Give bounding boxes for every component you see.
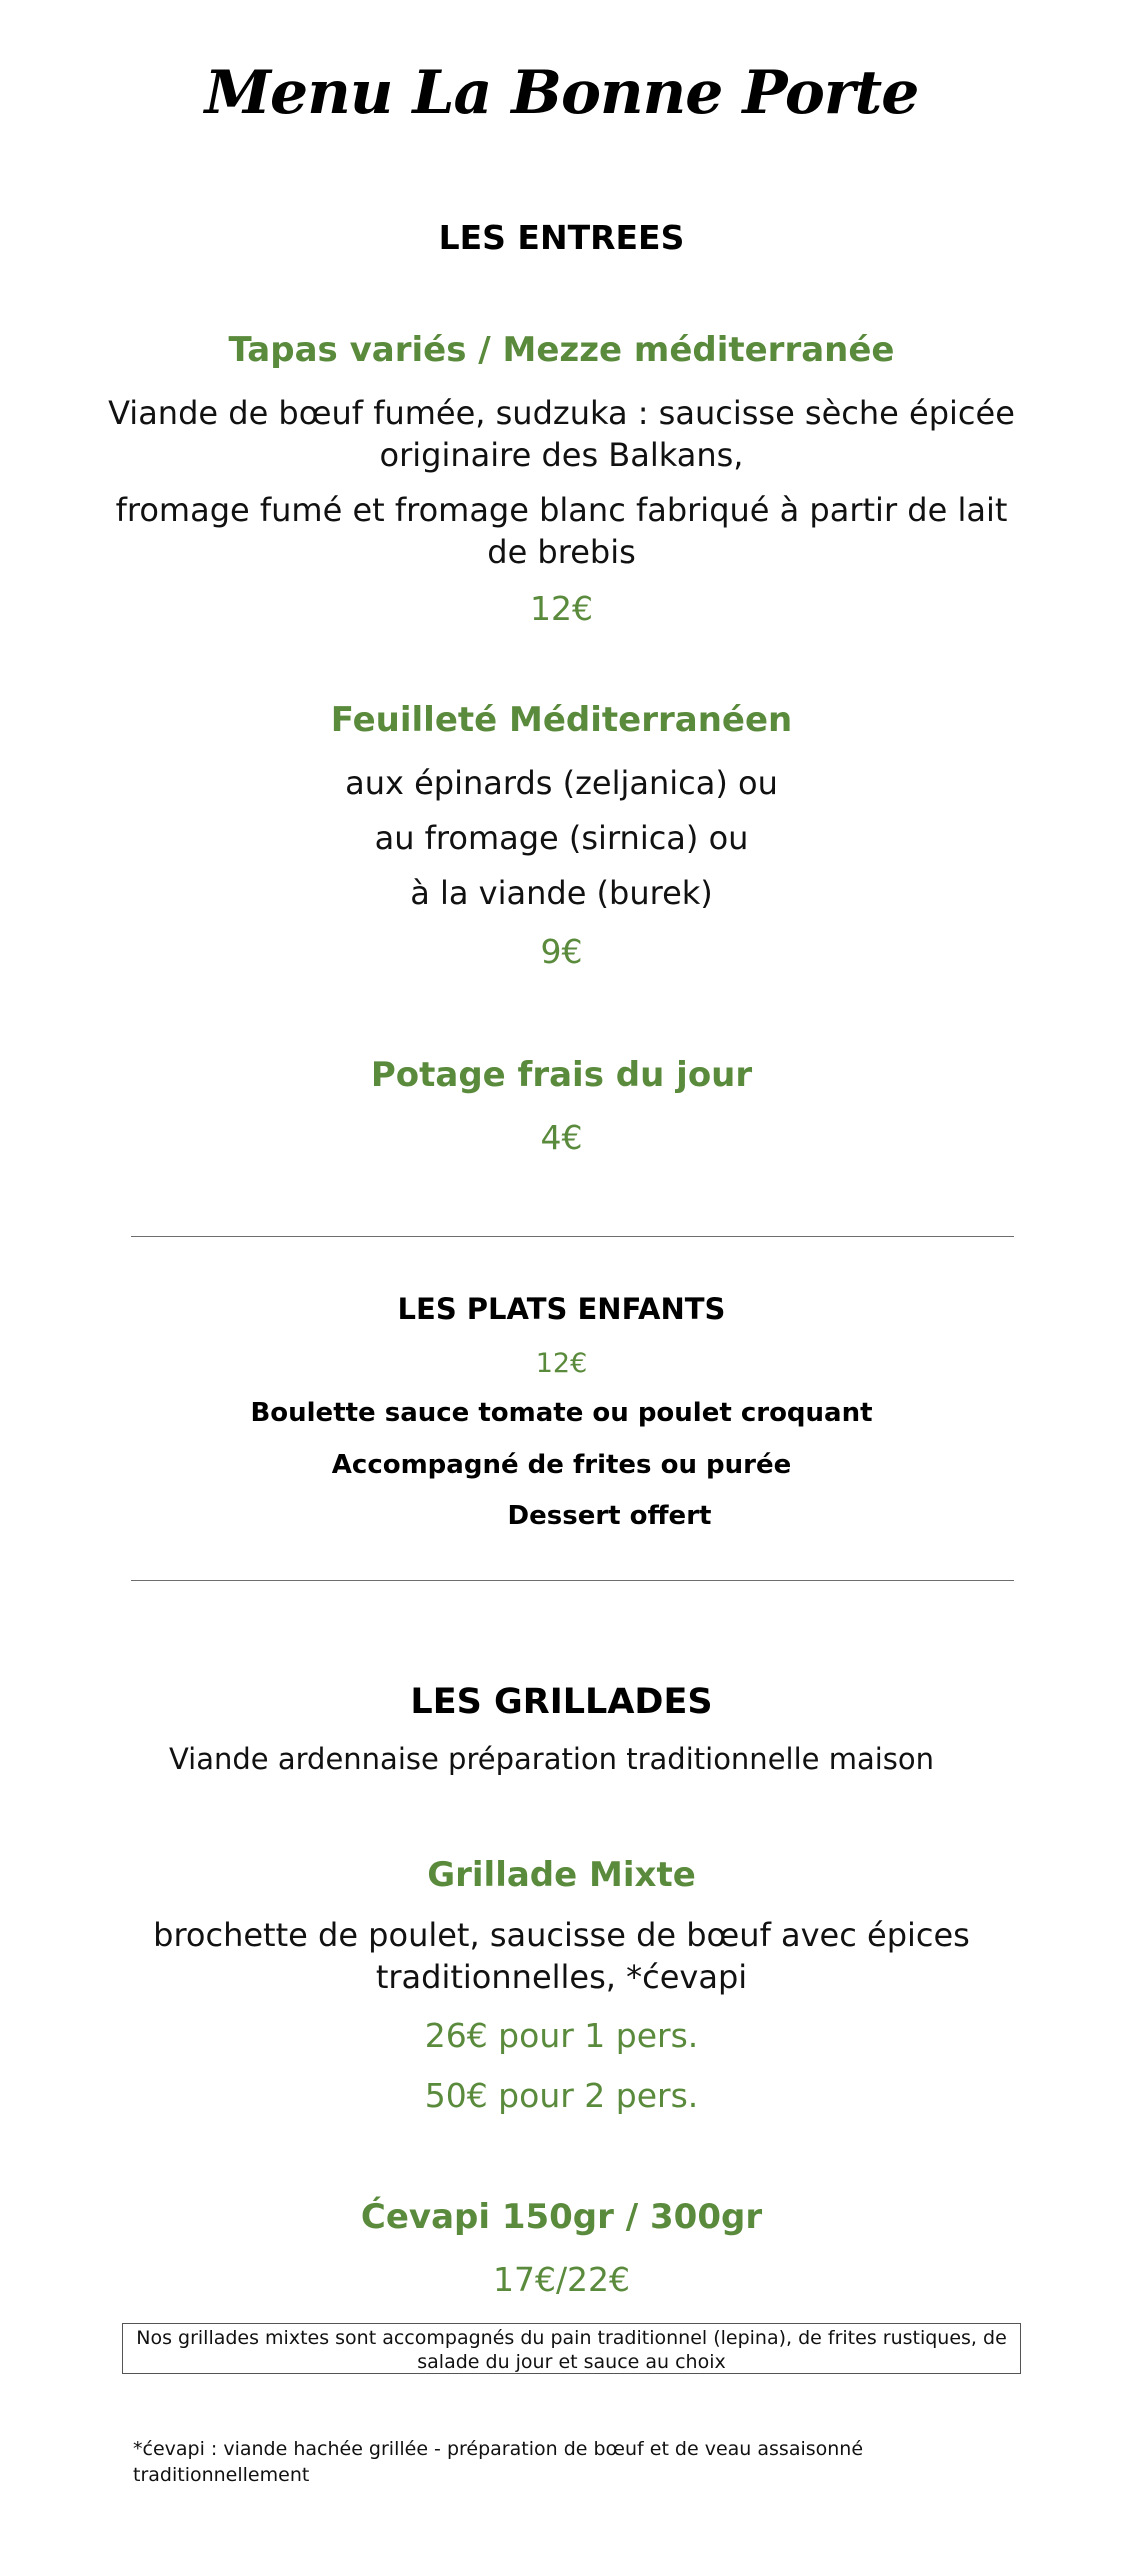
dish-price: 9€	[540, 932, 583, 971]
dish-desc-line: originaire des Balkans,	[379, 436, 744, 474]
menu-title: Menu La Bonne Porte	[204, 58, 919, 128]
cevapi-footnote: *ćevapi : viande hachée grillée - préparation de bœuf et de veau assaisonné traditionnellement	[133, 2438, 864, 2486]
kids-line: Accompagné de frites ou purée	[331, 1450, 792, 1480]
dish-name-potage: Potage frais du jour	[370, 1055, 753, 1095]
dish-desc-line: fromage fumé et fromage blanc fabriqué à partir de lait	[115, 491, 1008, 529]
section-divider	[131, 1580, 1014, 1581]
dish-desc-line: traditionnelles, *ćevapi	[375, 1958, 748, 1996]
dish-price: 4€	[540, 1118, 583, 1157]
dish-price: 50€ pour 2 pers.	[424, 2076, 699, 2115]
grillades-subtitle: Viande ardennaise préparation traditionnelle maison	[168, 1742, 935, 1776]
section-heading-kids: LES PLATS ENFANTS	[397, 1292, 726, 1326]
dish-desc-line: au fromage (sirnica) ou	[374, 819, 749, 857]
dish-price: 26€ pour 1 pers.	[424, 2016, 699, 2055]
dish-price: 17€/22€	[492, 2260, 631, 2299]
section-divider	[131, 1236, 1014, 1237]
dish-desc-line: à la viande (burek)	[410, 874, 713, 912]
dish-desc-line: Viande de bœuf fumée, sudzuka : saucisse sèche épicée	[108, 394, 1015, 432]
dish-desc-line: aux épinards (zeljanica) ou	[345, 764, 778, 802]
dish-price: 12€	[530, 589, 593, 628]
kids-line: Boulette sauce tomate ou poulet croquant	[250, 1398, 873, 1428]
dish-name-grillade-mixte: Grillade Mixte	[427, 1855, 696, 1895]
kids-price: 12€	[535, 1348, 588, 1379]
dish-name-feuillete: Feuilleté Méditerranéen	[330, 700, 793, 740]
dish-desc-line: brochette de poulet, saucisse de bœuf avec épices	[153, 1916, 970, 1954]
section-heading-grillades: LES GRILLADES	[410, 1682, 713, 1722]
dish-name-cevapi: Ćevapi 150gr / 300gr	[360, 2197, 763, 2237]
grillades-note-box: Nos grillades mixtes sont accompagnés du pain traditionnel (lepina), de frites rustiques, de salade du jour et sauce au choix	[122, 2323, 1021, 2374]
section-heading-entrees: LES ENTREES	[438, 218, 685, 257]
kids-line: Dessert offert	[507, 1501, 712, 1531]
dish-name-tapas: Tapas variés / Mezze méditerranée	[228, 330, 895, 370]
dish-desc-line: de brebis	[487, 533, 636, 571]
